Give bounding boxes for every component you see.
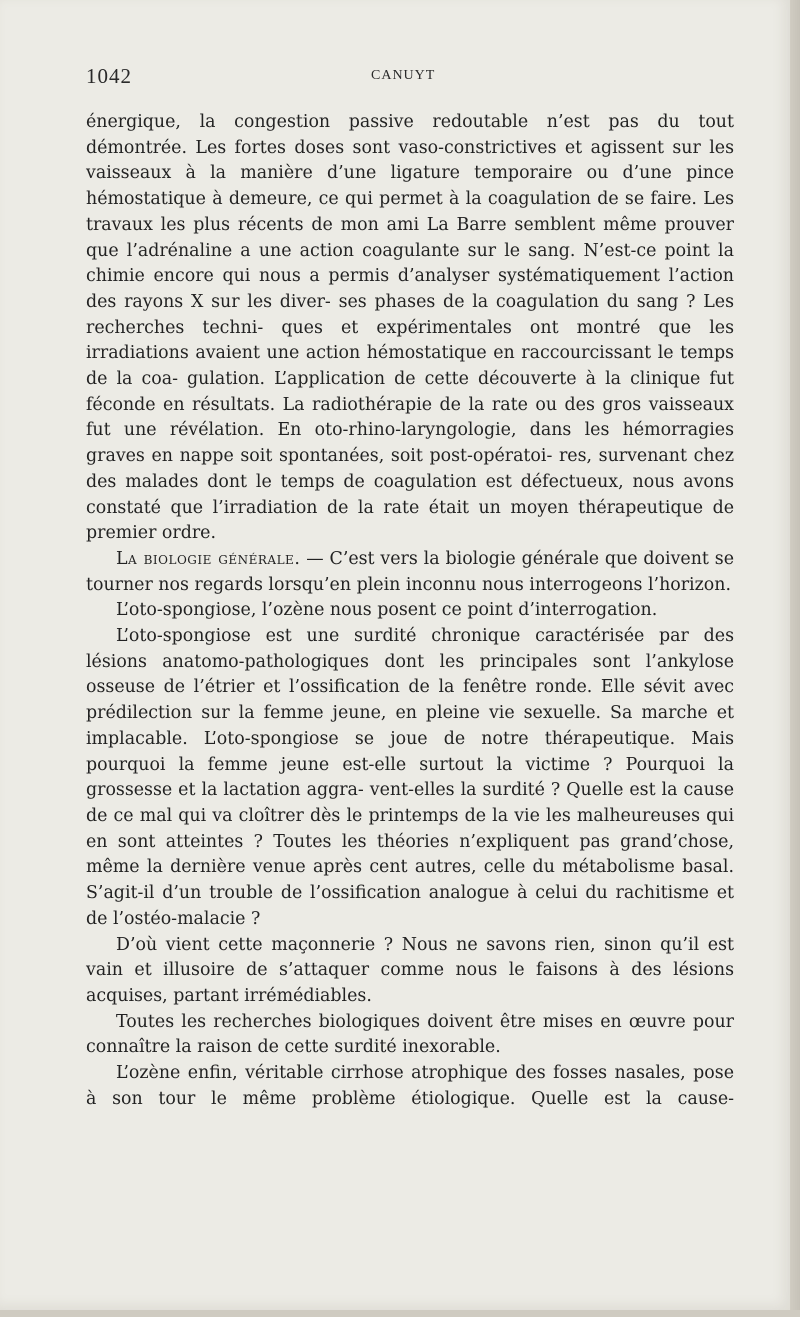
section-heading: La biologie générale.	[116, 548, 301, 569]
page-header	[86, 64, 734, 88]
text-line: — C’est vers la biologie générale que	[300, 548, 638, 569]
page-number: 1042	[86, 64, 132, 88]
text-line: l’ankylose osseuse de l’étrier et l’ossification de la fenêtre ronde.	[86, 651, 735, 698]
text-line: vent-elles la surdité ? Quelle est la cause de ce mal qui va	[86, 780, 734, 826]
text-line: pince hémostatique à demeure, ce qui permet à la coagulation	[86, 163, 734, 210]
paragraph-recherches	[86, 1010, 734, 1061]
page-edge-bottom	[0, 1310, 800, 1317]
text-line: vaisseaux fut une révélation. En oto-rhino-laryngologie, dans les	[86, 394, 734, 441]
text-line: cloîtrer dès le printemps de la vie les malheureuses qui en sont	[86, 805, 735, 852]
text-line: d’analyser systématiquement l’action des rayons X sur les diver-	[86, 266, 734, 312]
text-line: rachitisme et de l’ostéo-malacie ?	[86, 883, 734, 929]
text-line: ses phases de la coagulation du sang ? Les recherches techni-	[86, 291, 735, 338]
text-line: Toutes les recherches biologiques doivent être mises en œuvre	[116, 1011, 686, 1032]
text-line: notre thérapeutique. Mais pourquoi la femme jeune est-elle	[86, 728, 734, 775]
text-line: une action hémostatique en raccourcissant le temps de la coa-	[86, 343, 734, 390]
page-edge-right	[790, 0, 800, 1317]
running-title: CANUYT	[371, 68, 436, 83]
text-line: L’ozène enfin, véritable cirrhose atrophique des fosses nasales,	[116, 1063, 686, 1084]
text-line: pour connaître la raison de cette surdité inexorable.	[86, 1011, 734, 1058]
text-line: doivent se tourner nos regards lorsqu’en plein inconnu nous	[86, 548, 734, 595]
text-line: surtout la victime ? Pourquoi la grossesse et la lactation aggra-	[86, 754, 734, 801]
text-line: gulation. L’application de cette découverte à la clinique fut	[187, 369, 735, 390]
text-line: lésions acquises, partant irrémédiables.	[86, 960, 734, 1006]
paragraph-oto-spongiose	[86, 624, 734, 932]
text-line: L’oto-spongiose est une surdité chronique caractérisée par	[116, 626, 689, 647]
text-line: L’oto-spongiose, l’ozène nous posent ce point d’interrogation.	[116, 600, 658, 621]
text-line: sexuelle. Sa marche et implacable. L’oto-spongiose se joue de	[86, 703, 734, 749]
text-line: est vain et illusoire de s’attaquer comme nous le faisons à des	[86, 934, 735, 981]
text-line: sur le sang. N’est-ce point la chimie encore qui nous a permis	[86, 240, 734, 287]
paragraph-radiotherapy	[86, 110, 734, 547]
text-line: atteintes ? Toutes les théories n’expliquent pas grand’chose,	[165, 831, 734, 852]
text-line: de se faire. Les travaux les plus récents de mon ami La Barre	[86, 189, 734, 235]
text-line: des lésions anatomo-pathologiques dont les principales sont	[86, 626, 734, 672]
text-line: D’où vient cette maçonnerie ? Nous ne savons rien, sinon qu’il	[116, 934, 700, 955]
text-line: semblent même prouver que l’adrénaline a une action coagulante	[86, 214, 734, 261]
text-line: est défectueux, nous avons constaté que l’irradiation de la rate	[86, 471, 734, 518]
text-line: démontrée. Les fortes doses sont vaso-constrictives et agissent	[86, 137, 664, 158]
text-line: Elle sévit avec prédilection sur la femme jeune, en pleine vie	[86, 677, 735, 724]
paragraph-interrogation	[86, 598, 734, 624]
body-text	[86, 110, 734, 1112]
text-line: ques et expérimentales ont montré que les irradiations avaient	[86, 317, 734, 364]
text-line: basal. S’agit-il d’un trouble de l’ossification analogue à celui du	[86, 857, 735, 904]
text-line: était un moyen thérapeutique de premier ordre.	[86, 497, 735, 544]
paragraph-maconnerie	[86, 933, 734, 1010]
text-line: féconde en résultats. La radiothérapie de la rate ou des gros	[86, 394, 642, 415]
text-line: hémorragies graves en nappe soit spontanées, soit post-opératoi-	[86, 420, 735, 467]
text-line: énergique, la congestion passive redoutable n’est pas du tout	[86, 112, 734, 132]
paragraph-biologie-generale	[86, 547, 734, 598]
text-line: même la dernière venue après cent autres, celle du métabolisme	[86, 857, 675, 878]
text-line: pose à son tour le même problème étiologique. Quelle est la cause-	[86, 1063, 734, 1109]
text-line: res, survenant chez des malades dont le temps de coagulation	[86, 446, 735, 492]
paragraph-ozene	[86, 1061, 734, 1112]
text-line: interrogeons l’horizon.	[529, 574, 731, 595]
text-line: sur les vaisseaux à la manière d’une ligature temporaire ou d’une	[86, 137, 734, 184]
